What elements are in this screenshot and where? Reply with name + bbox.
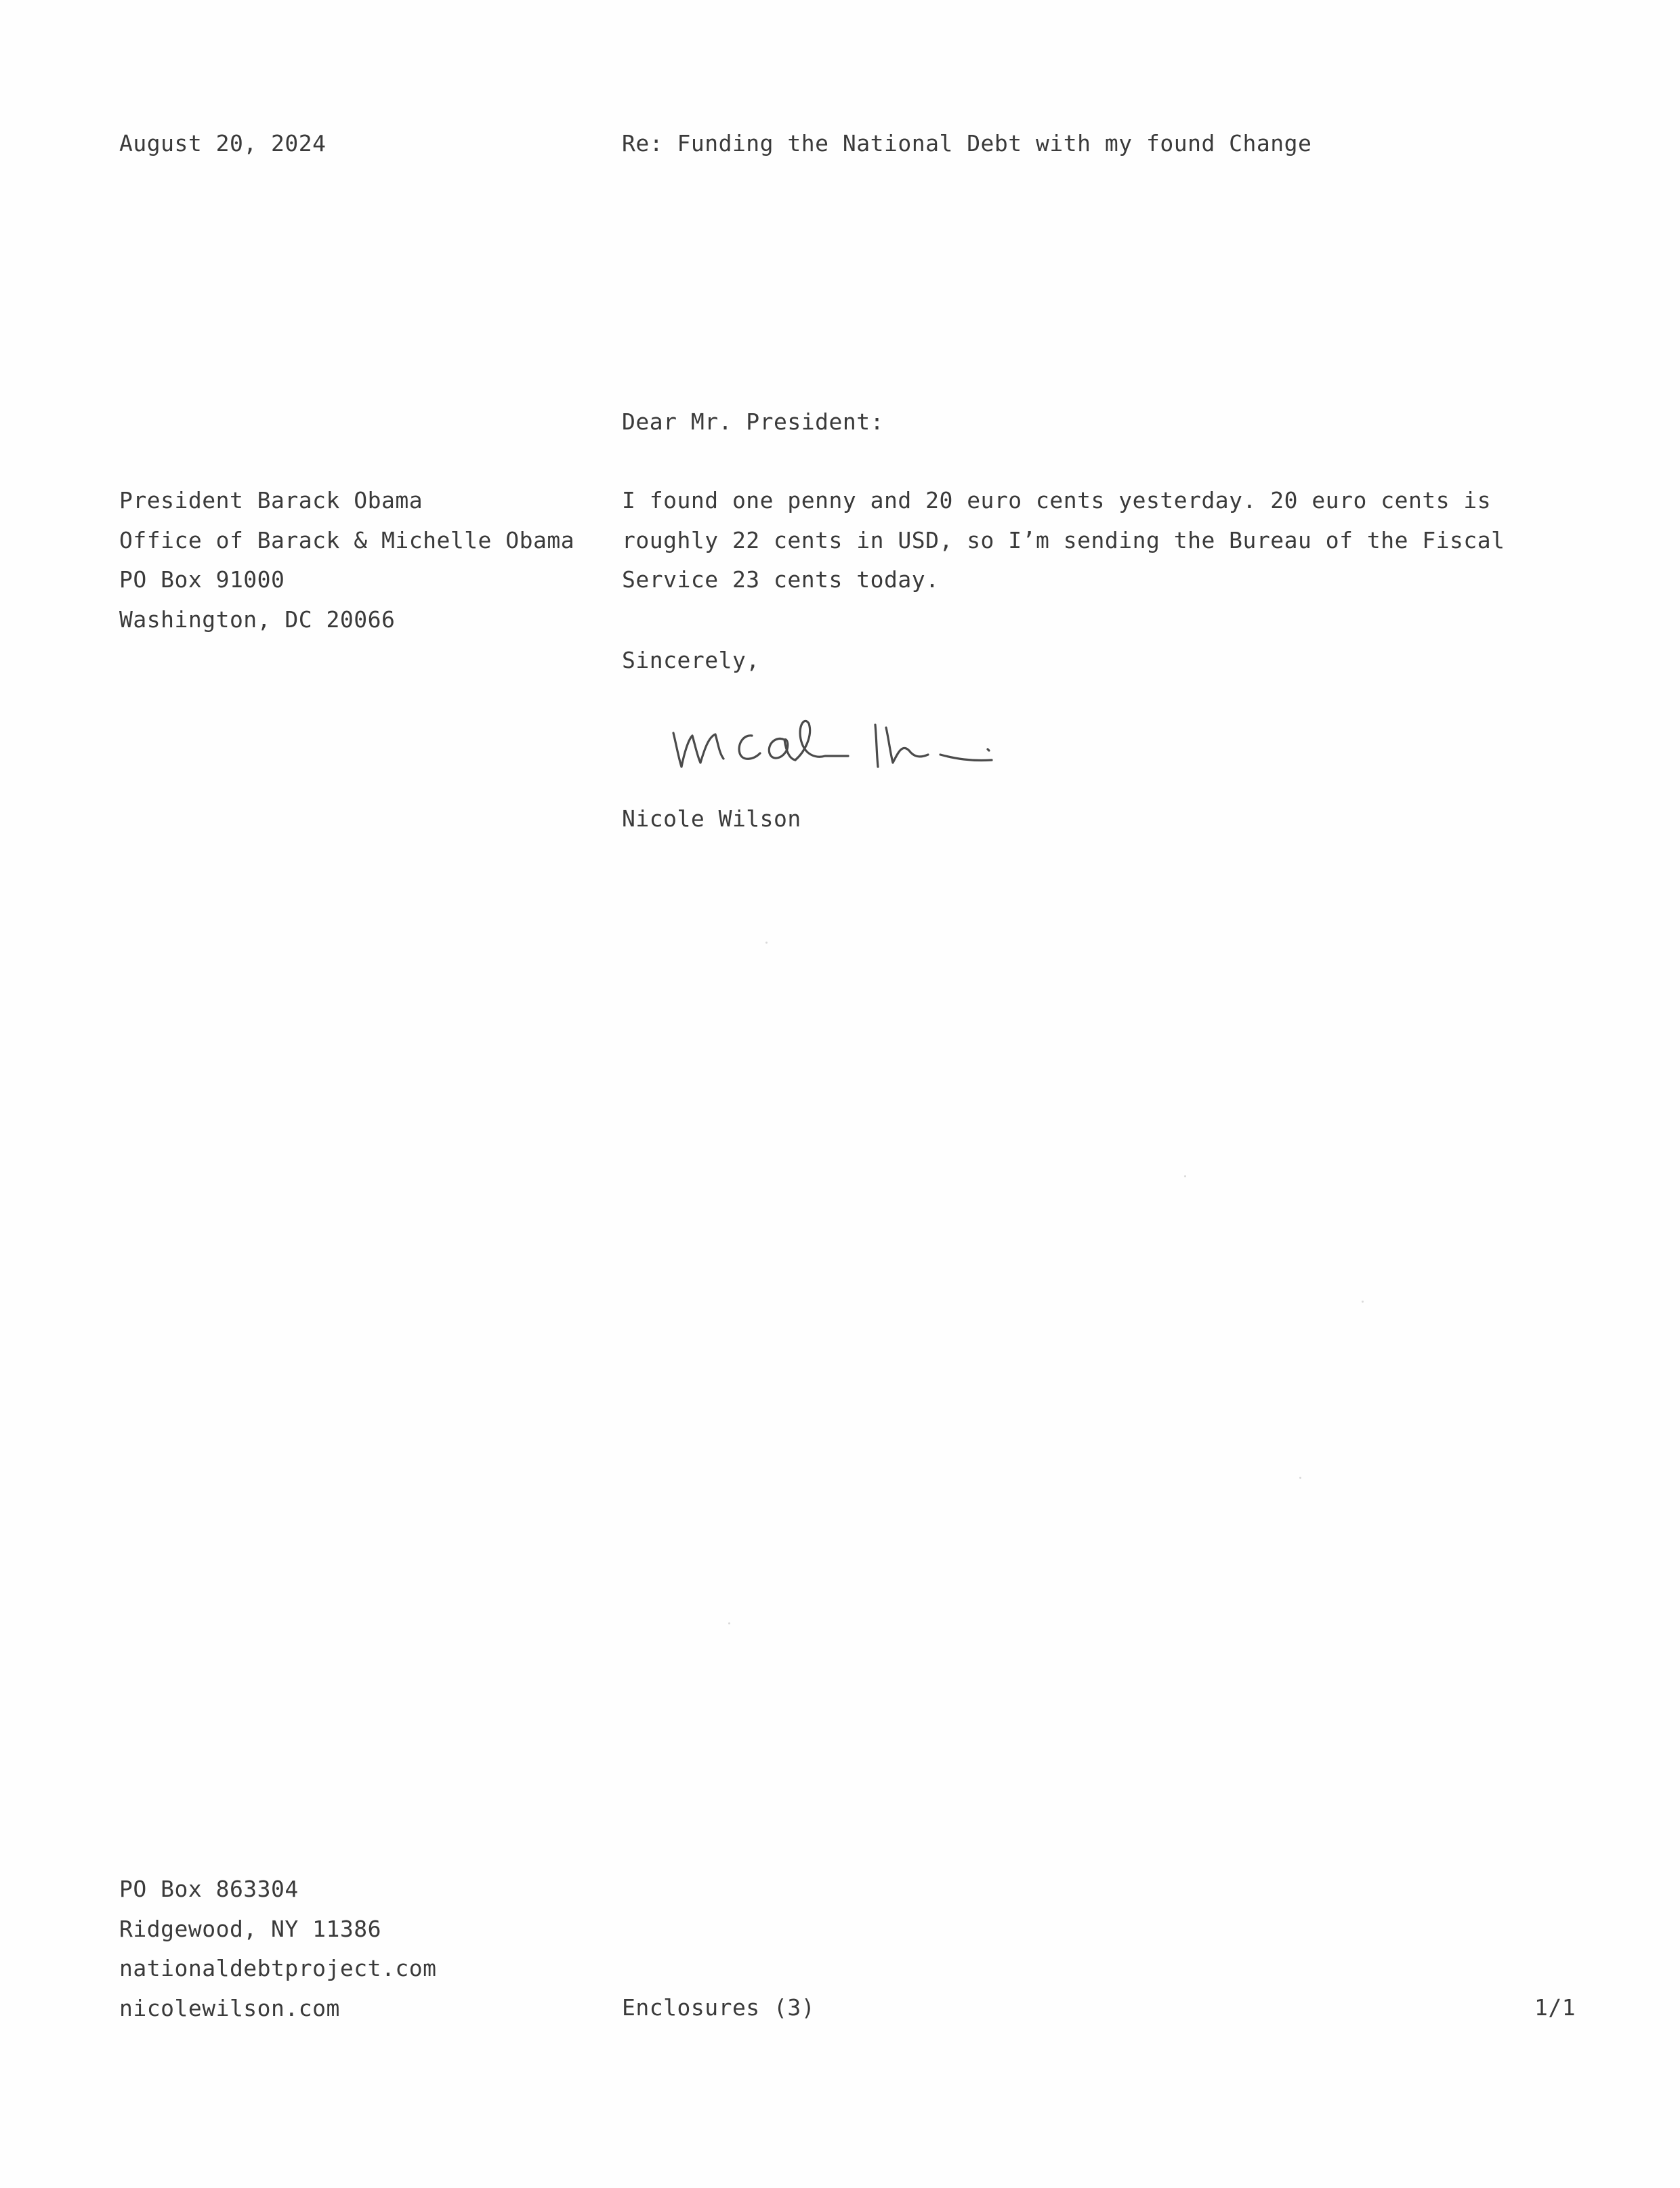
salutation: Dear Mr. President: [622,408,884,435]
enclosures-note: Enclosures (3) [622,1994,816,2021]
paper-speck [1362,1301,1364,1303]
body-line: Service 23 cents today. [622,566,940,593]
page-number: 1/1 [1534,1994,1576,2021]
letter-date: August 20, 2024 [119,130,327,156]
paper-speck [1299,1477,1301,1479]
footer-line: Ridgewood, NY 11386 [119,1915,381,1942]
paper-speck [1184,1175,1186,1177]
footer-line: nicolewilson.com [119,1994,340,2021]
paper-speck [765,942,768,944]
body-line: I found one penny and 20 euro cents yesterday. 20 euro cents is [622,487,1492,513]
recipient-line: Washington, DC 20066 [119,606,396,633]
letter-body [622,481,1505,600]
handwritten-signature [671,704,1009,779]
recipient-line: PO Box 91000 [119,566,285,593]
paper-speck [728,1622,730,1624]
letter-subject: Re: Funding the National Debt with my found Change [622,130,1312,156]
recipient-line: Office of Barack & Michelle Obama [119,526,575,553]
recipient-line: President Barack Obama [119,487,423,513]
sender-footer-address [119,1870,436,2028]
closing: Sincerely, [622,647,760,673]
recipient-address [119,481,574,639]
footer-line: PO Box 863304 [119,1876,299,1902]
footer-line: nationaldebtproject.com [119,1955,437,1981]
sender-name: Nicole Wilson [622,805,801,832]
body-line: roughly 22 cents in USD, so I’m sending the Bureau of the Fiscal [622,526,1505,553]
